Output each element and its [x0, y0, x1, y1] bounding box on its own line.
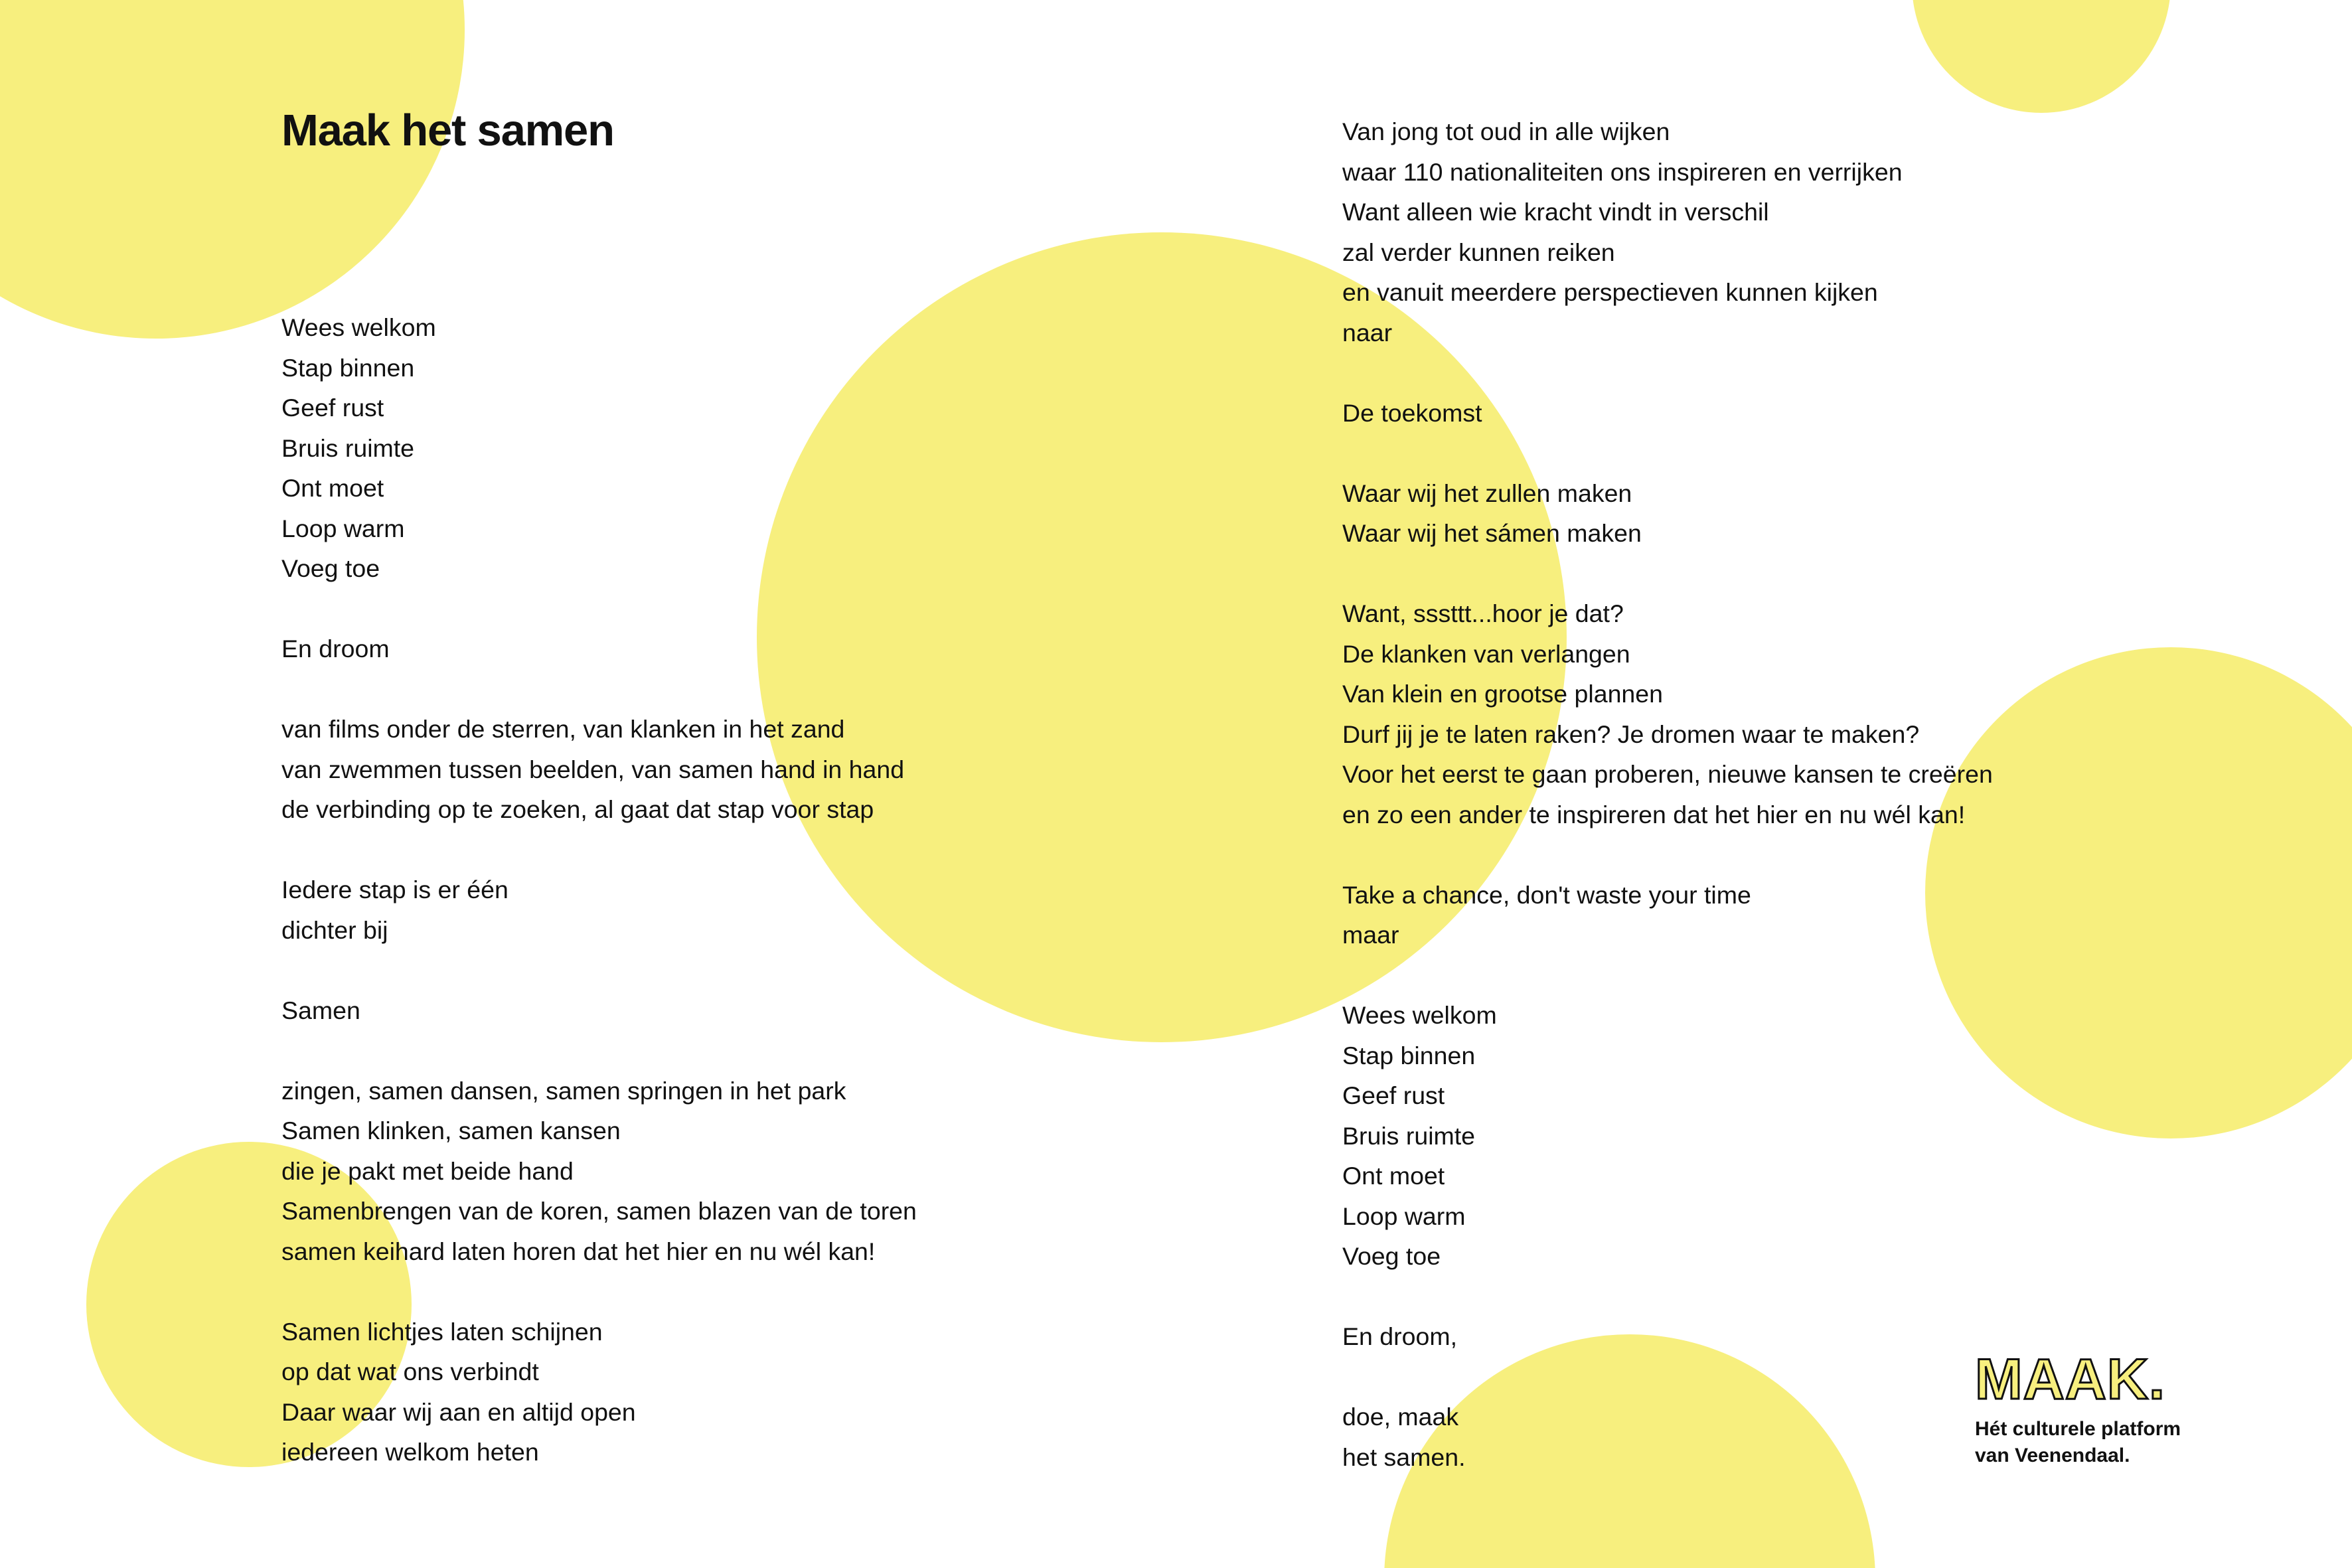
poem-right-line: Loop warm	[1342, 1202, 1466, 1230]
poem-right-spacer	[1342, 433, 1993, 473]
logo-tagline	[1975, 1416, 2294, 1469]
poem-left-line: zingen, samen dansen, samen springen in het park	[281, 1076, 846, 1105]
poem-left-line: Ont moet	[281, 474, 384, 502]
poem-column-right	[1342, 112, 1993, 1477]
poem-right-line: zal verder kunnen reiken	[1342, 238, 1615, 266]
poem-left-line: van zwemmen tussen beelden, van samen hand in hand	[281, 755, 905, 783]
poem-left-spacer	[281, 1030, 917, 1071]
poem-left-line: van films onder de sterren, van klanken in het zand	[281, 715, 845, 743]
poem-left-line: iedereen welkom heten	[281, 1438, 539, 1466]
poem-left-line: Samen lichtjes laten schijnen	[281, 1317, 603, 1346]
poem-left-line: op dat wat ons verbindt	[281, 1358, 539, 1385]
poem-left-line: Iedere stap is er één	[281, 876, 509, 903]
poem-left-line: Bruis ruimte	[281, 433, 415, 462]
poem-right-line: Ont moet	[1342, 1162, 1445, 1190]
poem-right-spacer	[1342, 353, 1993, 393]
poem-right-line: Geef rust	[1342, 1081, 1445, 1109]
poem-left-spacer	[281, 589, 917, 629]
poem-left-line: Samen klinken, samen kansen	[281, 1117, 621, 1144]
poem-right-line: Waar wij het sámen maken	[1342, 519, 1642, 547]
poem-right-line: De toekomst	[1342, 398, 1482, 427]
poem-right-line: doe, maak	[1342, 1403, 1459, 1431]
logo-wordmark: MAAK.	[1975, 1348, 2165, 1411]
maak-logo	[1975, 1348, 2294, 1469]
poem-left-line: dichter bij	[281, 915, 388, 944]
poem-left-line: Voeg toe	[281, 554, 380, 582]
poem-right-spacer	[1342, 1357, 1993, 1397]
poem-right-line: maar	[1342, 921, 1399, 949]
poem-right-line: Stap binnen	[1342, 1041, 1476, 1069]
poem-right-line: en zo een ander te inspireren dat het hier en nu wél kan!	[1342, 800, 1966, 828]
poem-right-line: Wees welkom	[1342, 1001, 1497, 1029]
poem-right-spacer	[1342, 834, 1993, 875]
poem-right-line: Want, sssttt...hoor je dat?	[1342, 599, 1624, 627]
poem-right-line: naar	[1342, 318, 1393, 347]
poem-left-line: Wees welkom	[281, 313, 436, 341]
page-title: Maak het samen	[281, 106, 614, 155]
poem-left-line: de verbinding op te zoeken, al gaat dat stap voor stap	[281, 795, 874, 823]
poem-right-line: En droom,	[1342, 1322, 1457, 1350]
poem-right-line: Waar wij het zullen maken	[1342, 479, 1632, 507]
poem-left-line: Loop warm	[281, 514, 405, 542]
poem-right-line: Voeg toe	[1342, 1242, 1441, 1270]
poem-right-line: Bruis ruimte	[1342, 1121, 1476, 1150]
poem-right-line: Van klein en grootse plannen	[1342, 680, 1663, 708]
poem-right-line: Durf jij je te laten raken? Je dromen waar te maken?	[1342, 720, 1920, 748]
poem-left-line: Geef rust	[281, 394, 384, 422]
poem-right-line: het samen.	[1342, 1443, 1466, 1471]
poem-right-line: De klanken van verlangen	[1342, 639, 1630, 668]
poem-right-line: Want alleen wie kracht vindt in verschil	[1342, 198, 1769, 226]
poem-left-spacer	[281, 669, 917, 710]
poem-left-spacer	[281, 950, 917, 990]
poem-left-line: Stap binnen	[281, 353, 415, 382]
poem-left-line: Samen	[281, 996, 360, 1024]
poem-left-line: En droom	[281, 635, 390, 663]
logo-tagline-line-2: van Veenendaal.	[1975, 1445, 2130, 1466]
poem-column-left	[281, 307, 917, 1472]
poem-left-spacer	[281, 830, 917, 870]
poem-right-line: Take a chance, don't waste your time	[1342, 880, 1751, 909]
poem-right-line: waar 110 nationaliteiten ons inspireren en verrijken	[1342, 157, 1903, 186]
poem-right-line: Voor het eerst te gaan proberen, nieuwe kansen te creëren	[1342, 760, 1993, 788]
poem-left-line: die je pakt met beide hand	[281, 1156, 574, 1185]
poem-left-line: samen keihard laten horen dat het hier en nu wél kan!	[281, 1237, 876, 1265]
poem-right-line: Van jong tot oud in alle wijken	[1342, 118, 1670, 145]
poem-left-line: Daar waar wij aan en altijd open	[281, 1397, 636, 1426]
poem-right-spacer	[1342, 554, 1993, 594]
poem-left-spacer	[281, 1271, 917, 1312]
poem-right-spacer	[1342, 955, 1993, 996]
poem-left-line: Samenbrengen van de koren, samen blazen van de toren	[281, 1197, 917, 1225]
logo-tagline-line-1: Hét culturele platform	[1975, 1418, 2181, 1440]
poem-right-spacer	[1342, 1277, 1993, 1317]
poem-right-line: en vanuit meerdere perspectieven kunnen kijken	[1342, 278, 1878, 306]
